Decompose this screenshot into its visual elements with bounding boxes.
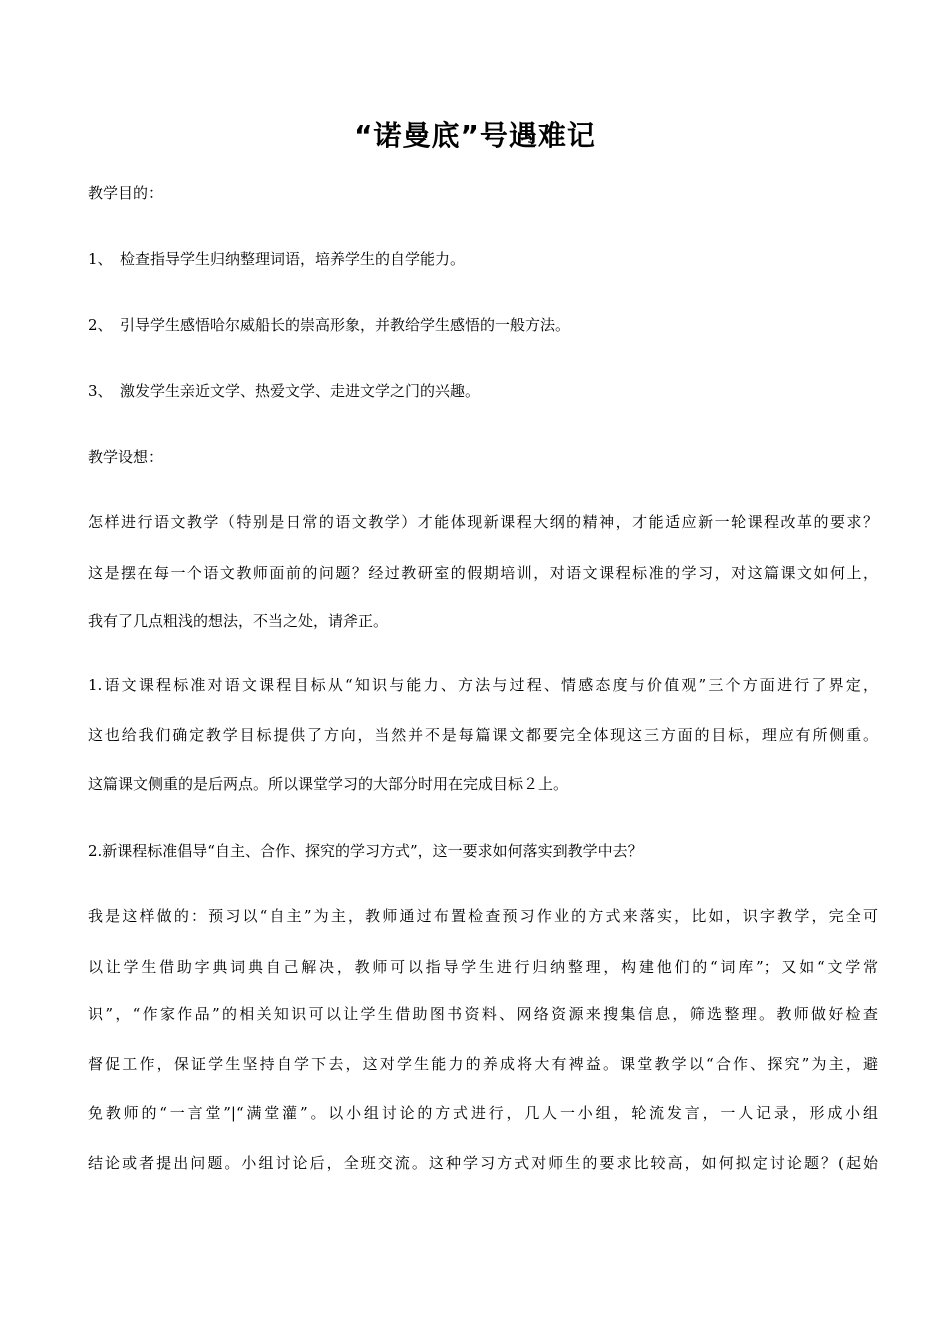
paragraph-line: 识”，“作家作品”的相关知识可以让学生借助图书资料、网络资源来搜集信息，筛选整理。教师做好检查: [88, 1005, 878, 1023]
objective-item: [88, 379, 878, 403]
paragraph-line: 以让学生借助字典词典自己解决，教师可以指导学生进行归纳整理，构建他们的“词库”；又如“文学常: [88, 958, 878, 976]
paragraph-line: 我是这样做的：预习以“自主”为主，教师通过布置检查预习作业的方式来落实，比如，识字教学，完全可: [88, 907, 878, 925]
paragraph-line: 这篇课文侧重的是后两点。所以课堂学习的大部分时用在完成目标２上。: [88, 775, 569, 793]
paragraph-line: 我有了几点粗浅的想法，不当之处，请斧正。: [88, 612, 389, 630]
paragraph-line: 结论或者提出问题。小组讨论后，全班交流。这种学习方式对师生的要求比较高，如何拟定讨论题？(起始: [88, 1154, 878, 1172]
document-title: “诺曼底”号遇难记: [354, 119, 596, 152]
paragraph-line: 怎样进行语文教学（特别是日常的语文教学）才能体现新课程大纲的精神，才能适应新一轮课程改革的要求？: [88, 513, 878, 531]
paragraph-line: 这是摆在每一个语文教师面前的问题？经过教研室的假期培训，对语文课程标准的学习，对这篇课文如何上，: [88, 564, 878, 582]
objective-item: [88, 247, 878, 271]
objective-number: 1、: [88, 250, 113, 268]
paragraph-line: 督促工作，保证学生坚持自学下去，这对学生能力的养成将大有裨益。课堂教学以“合作、探究”为主，避: [88, 1055, 878, 1073]
objective-text: 激发学生亲近文学、热爱文学、走进文学之门的兴趣。: [120, 382, 481, 400]
paragraph-line: 免教师的“一言堂”|“满堂灌”。以小组讨论的方式进行，几人一小组，轮流发言，一人记录，形成小组: [88, 1104, 878, 1122]
paragraph-line: 2.新课程标准倡导“自主、合作、探究的学习方式”，这一要求如何落实到教学中去？: [88, 842, 643, 860]
section-heading-objectives: 教学目的：: [88, 184, 164, 202]
objective-text: 引导学生感悟哈尔威船长的崇高形象，并教给学生感悟的一般方法。: [120, 316, 571, 334]
paragraph-line: 这也给我们确定教学目标提供了方向，当然并不是每篇课文都要完全体现这三方面的目标，理应有所侧重。: [88, 726, 878, 744]
objective-text: 检查指导学生归纳整理词语，培养学生的自学能力。: [120, 250, 466, 268]
paragraph-line: 1.语文课程标准对语文课程目标从“知识与能力、方法与过程、情感态度与价值观”三个方面进行了界定，: [88, 676, 878, 694]
objective-number: 2、: [88, 316, 113, 334]
section-heading-plan: 教学设想：: [88, 448, 164, 466]
objective-number: 3、: [88, 382, 113, 400]
objective-item: [88, 313, 878, 337]
